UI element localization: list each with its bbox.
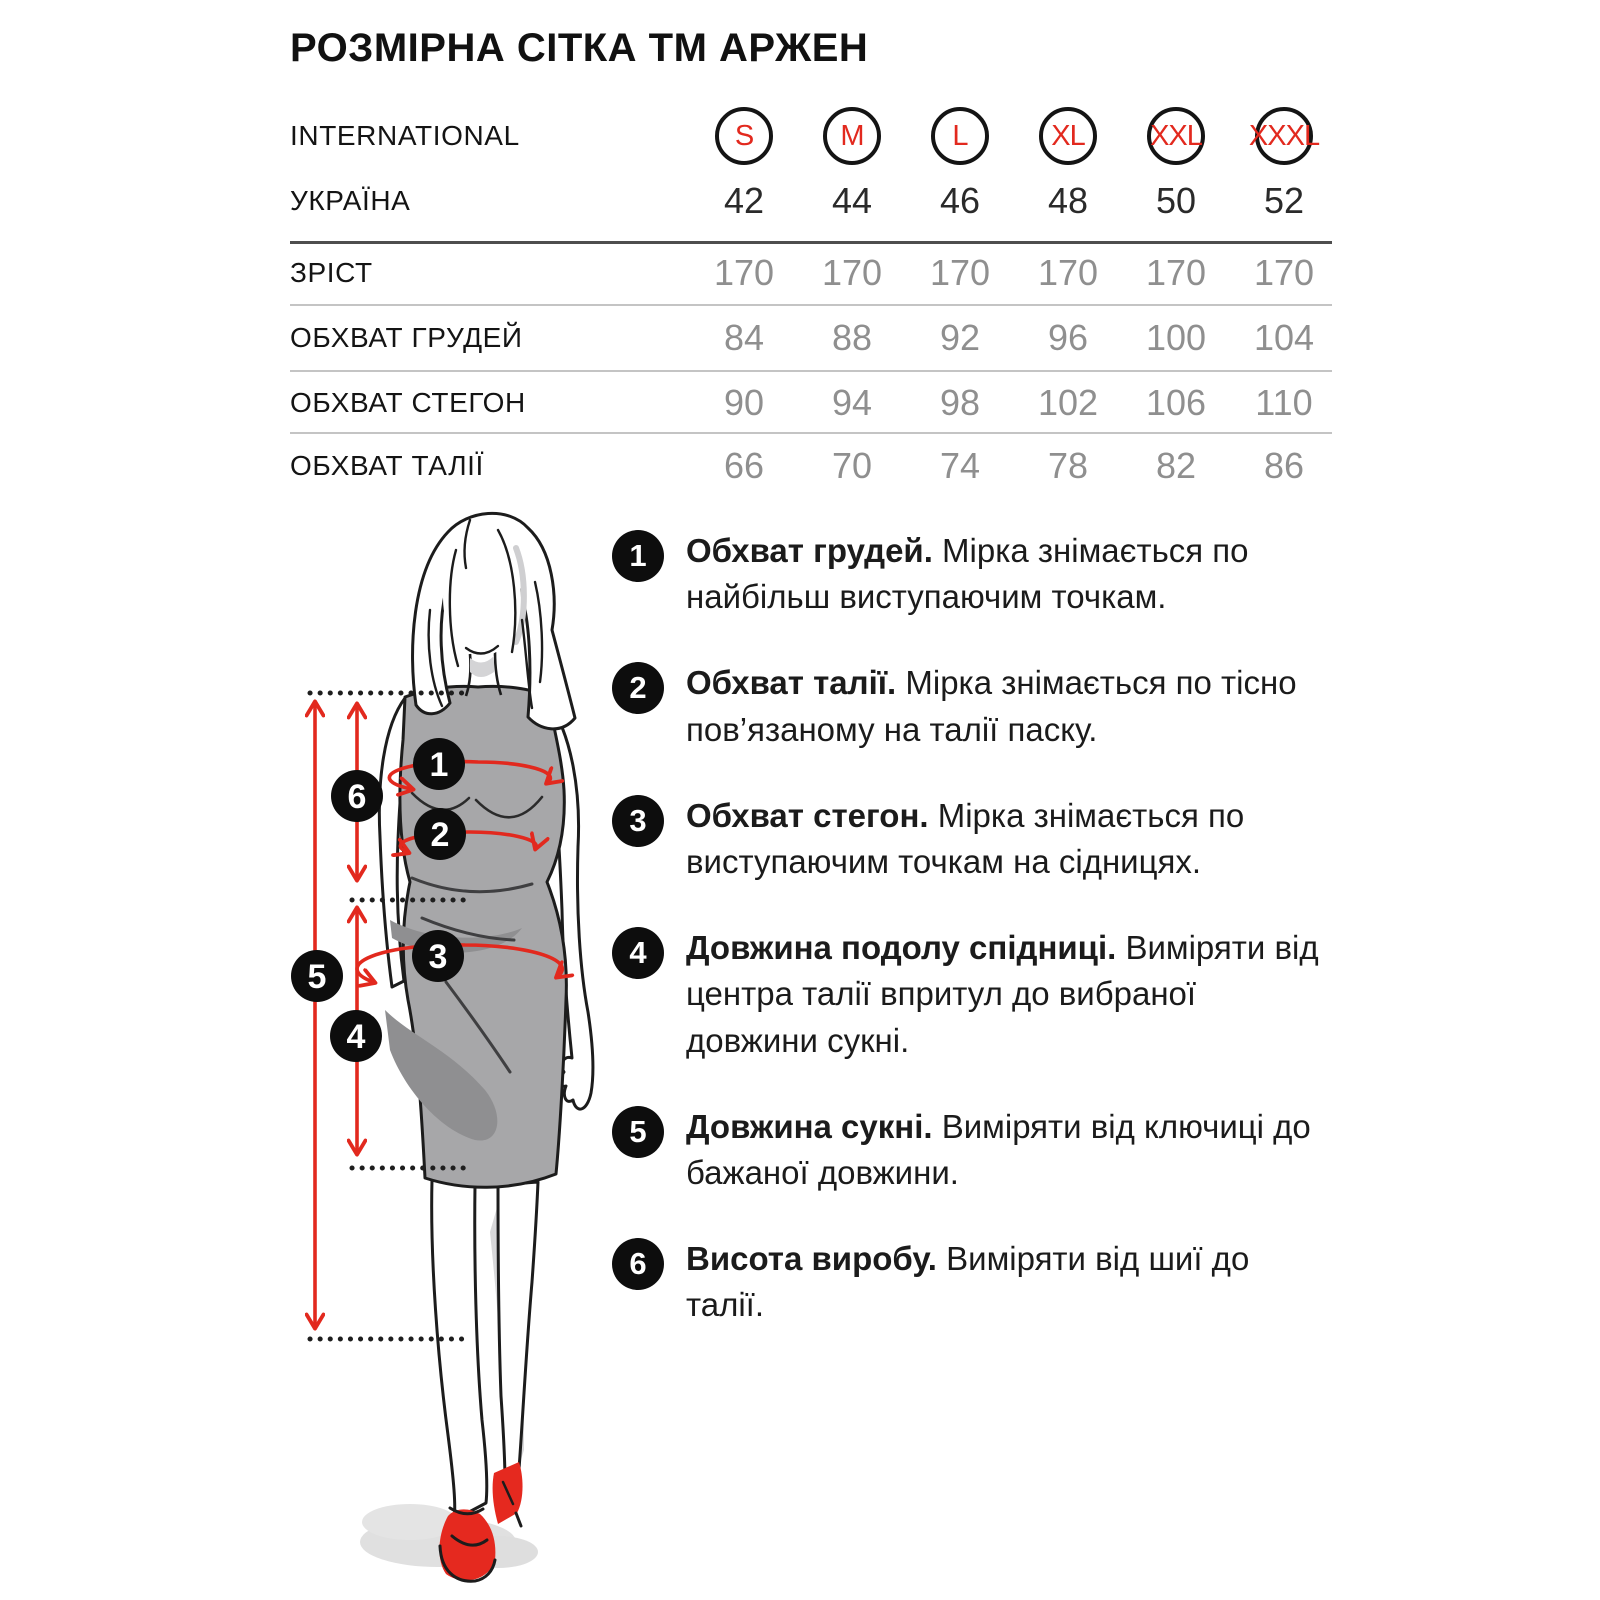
value-cell bbox=[1230, 180, 1338, 222]
table-row-hips bbox=[290, 380, 1350, 425]
size-letter: S bbox=[734, 119, 754, 152]
measure-value: 90 bbox=[723, 381, 765, 423]
measure-value: 96 bbox=[1047, 316, 1089, 358]
legend-text bbox=[686, 528, 1336, 620]
size-cell bbox=[1230, 107, 1338, 165]
measure-value: 98 bbox=[939, 381, 981, 423]
legend-text bbox=[686, 1104, 1336, 1196]
value-cell bbox=[798, 180, 906, 222]
value-cell bbox=[906, 382, 1014, 424]
table-row-international bbox=[290, 107, 1350, 165]
row-label-height: ЗРІСТ bbox=[290, 256, 373, 288]
size-cell bbox=[1122, 107, 1230, 165]
marker-number-hips: 3 bbox=[428, 938, 448, 976]
measure-value: 170 bbox=[821, 251, 883, 293]
table-rule bbox=[290, 304, 1332, 306]
legend-item-skirt-length bbox=[612, 925, 1357, 1064]
measure-value: 70 bbox=[831, 444, 873, 486]
value-cell bbox=[1122, 317, 1230, 359]
value-cell bbox=[1014, 445, 1122, 487]
measure-value: 82 bbox=[1155, 444, 1197, 486]
legend-desc: Виміряти від шиї до талії. bbox=[686, 1240, 1250, 1324]
measure-value: 170 bbox=[1037, 251, 1099, 293]
legend-desc: Виміряти від ключиці до бажаної довжини. bbox=[686, 1107, 1311, 1191]
ukraine-size: 42 bbox=[723, 180, 765, 221]
legend-item-hips bbox=[612, 793, 1357, 885]
measure-value: 170 bbox=[713, 251, 775, 293]
measure-value: 100 bbox=[1145, 316, 1207, 358]
measure-value: 106 bbox=[1145, 381, 1207, 423]
size-badge-xxl bbox=[1147, 107, 1205, 165]
legend-term: Довжина сукні. bbox=[686, 1107, 933, 1145]
table-row-height bbox=[290, 250, 1350, 295]
size-badge-s bbox=[715, 107, 773, 165]
legs bbox=[432, 1180, 538, 1520]
legend-term: Обхват стегон. bbox=[686, 796, 929, 834]
table-rule-top bbox=[290, 241, 1332, 244]
legend-text bbox=[686, 925, 1336, 1064]
legend-desc: Мірка знімається по виступаючим точкам на сідницях. bbox=[686, 796, 1245, 880]
value-cell bbox=[1230, 317, 1338, 359]
measure-value: 92 bbox=[939, 316, 981, 358]
legend-number-badge: 6 bbox=[612, 1238, 664, 1290]
row-label-international: INTERNATIONAL bbox=[290, 120, 520, 151]
value-cell bbox=[798, 317, 906, 359]
size-letter: XL bbox=[1051, 119, 1085, 152]
value-cell bbox=[1122, 252, 1230, 294]
value-cell bbox=[1122, 445, 1230, 487]
size-cell bbox=[798, 107, 906, 165]
measure-value: 170 bbox=[929, 251, 991, 293]
value-cell bbox=[906, 180, 1014, 222]
value-cell bbox=[798, 382, 906, 424]
size-cell bbox=[906, 107, 1014, 165]
value-cell bbox=[1230, 382, 1338, 424]
legend-desc: Виміряти від центра талії впритул до вибраної довжини сукні. bbox=[686, 929, 1319, 1059]
legend-number-badge: 2 bbox=[612, 662, 664, 714]
measure-value: 66 bbox=[723, 444, 765, 486]
measure-value: 102 bbox=[1037, 381, 1099, 423]
legend-item-bust bbox=[612, 528, 1357, 620]
measure-value: 94 bbox=[831, 381, 873, 423]
size-letter: M bbox=[840, 119, 864, 152]
table-row-bust bbox=[290, 315, 1350, 360]
marker-number-bodice-height: 6 bbox=[347, 778, 367, 816]
marker-number-bust: 1 bbox=[429, 746, 449, 784]
measure-value: 74 bbox=[939, 444, 981, 486]
value-cell bbox=[1122, 382, 1230, 424]
size-cell bbox=[690, 107, 798, 165]
ukraine-size: 52 bbox=[1263, 180, 1305, 221]
value-cell bbox=[798, 252, 906, 294]
table-row-ukraine bbox=[290, 178, 1350, 224]
table-rule bbox=[290, 370, 1332, 372]
legend-term: Обхват грудей. bbox=[686, 532, 933, 569]
value-cell bbox=[690, 382, 798, 424]
measure-value: 110 bbox=[1255, 381, 1313, 423]
value-cell bbox=[798, 445, 906, 487]
measure-value: 86 bbox=[1263, 444, 1305, 486]
size-badge-xl bbox=[1039, 107, 1097, 165]
ukraine-size: 48 bbox=[1047, 180, 1089, 221]
legend-item-waist bbox=[612, 660, 1357, 752]
value-cell bbox=[1014, 252, 1122, 294]
ukraine-size: 50 bbox=[1155, 180, 1197, 221]
legend-desc: Мірка знімається по найбільш виступаючим точкам. bbox=[686, 532, 1249, 616]
value-cell bbox=[906, 252, 1014, 294]
legend-item-dress-length bbox=[612, 1104, 1357, 1196]
legend-text bbox=[686, 660, 1336, 752]
legend-item-product-height bbox=[612, 1236, 1357, 1328]
legend-term: Висота виробу. bbox=[686, 1240, 937, 1278]
ukraine-size: 44 bbox=[831, 180, 873, 221]
size-letter: XXXL bbox=[1248, 119, 1320, 152]
legend-text bbox=[686, 793, 1336, 885]
legend-term: Довжина подолу спідниці. bbox=[686, 929, 1117, 967]
row-label-ukraine: УКРАЇНА bbox=[290, 185, 411, 216]
size-badge-l bbox=[931, 107, 989, 165]
value-cell bbox=[1122, 180, 1230, 222]
measure-value: 170 bbox=[1145, 251, 1207, 293]
table-row-waist bbox=[290, 443, 1350, 488]
row-label-hips: ОБХВАТ СТЕГОН bbox=[290, 386, 526, 418]
measurement-legend bbox=[612, 528, 1357, 1368]
value-cell bbox=[1014, 317, 1122, 359]
marker-number-dress-length: 5 bbox=[307, 958, 327, 996]
legend-desc: Мірка знімається по тісно пов’язаному на талії паску. bbox=[686, 664, 1297, 748]
value-cell bbox=[690, 317, 798, 359]
value-cell bbox=[1230, 252, 1338, 294]
value-cell bbox=[690, 445, 798, 487]
size-badge-xxxl bbox=[1248, 107, 1320, 165]
value-cell bbox=[1230, 445, 1338, 487]
page-title: РОЗМІРНА СІТКА ТМ АРЖЕН bbox=[290, 26, 869, 70]
marker-number-skirt-length: 4 bbox=[346, 1018, 366, 1056]
legend-number-badge: 1 bbox=[612, 530, 664, 582]
marker-number-waist: 2 bbox=[430, 816, 450, 854]
value-cell bbox=[906, 317, 1014, 359]
legend-term: Обхват талії. bbox=[686, 664, 897, 702]
measure-value: 104 bbox=[1253, 316, 1315, 358]
legend-number-badge: 5 bbox=[612, 1106, 664, 1158]
neck-shade bbox=[470, 656, 494, 677]
measure-value: 88 bbox=[831, 316, 873, 358]
size-letter: L bbox=[952, 119, 968, 152]
size-cell bbox=[1014, 107, 1122, 165]
measurement-figure-illustration bbox=[270, 490, 670, 1600]
table-rule bbox=[290, 432, 1332, 434]
legend-text bbox=[686, 1236, 1336, 1328]
size-badge-m bbox=[823, 107, 881, 165]
value-cell bbox=[1014, 382, 1122, 424]
value-cell bbox=[690, 180, 798, 222]
value-cell bbox=[690, 252, 798, 294]
value-cell bbox=[1014, 180, 1122, 222]
measure-value: 78 bbox=[1047, 444, 1089, 486]
measure-value: 84 bbox=[723, 316, 765, 358]
measure-value: 170 bbox=[1253, 251, 1315, 293]
legend-number-badge: 4 bbox=[612, 927, 664, 979]
legend-number-badge: 3 bbox=[612, 795, 664, 847]
row-label-waist: ОБХВАТ ТАЛІЇ bbox=[290, 449, 484, 481]
ukraine-size: 46 bbox=[939, 180, 981, 221]
size-letter: XXL bbox=[1150, 119, 1202, 152]
row-label-bust: ОБХВАТ ГРУДЕЙ bbox=[290, 321, 523, 353]
value-cell bbox=[906, 445, 1014, 487]
